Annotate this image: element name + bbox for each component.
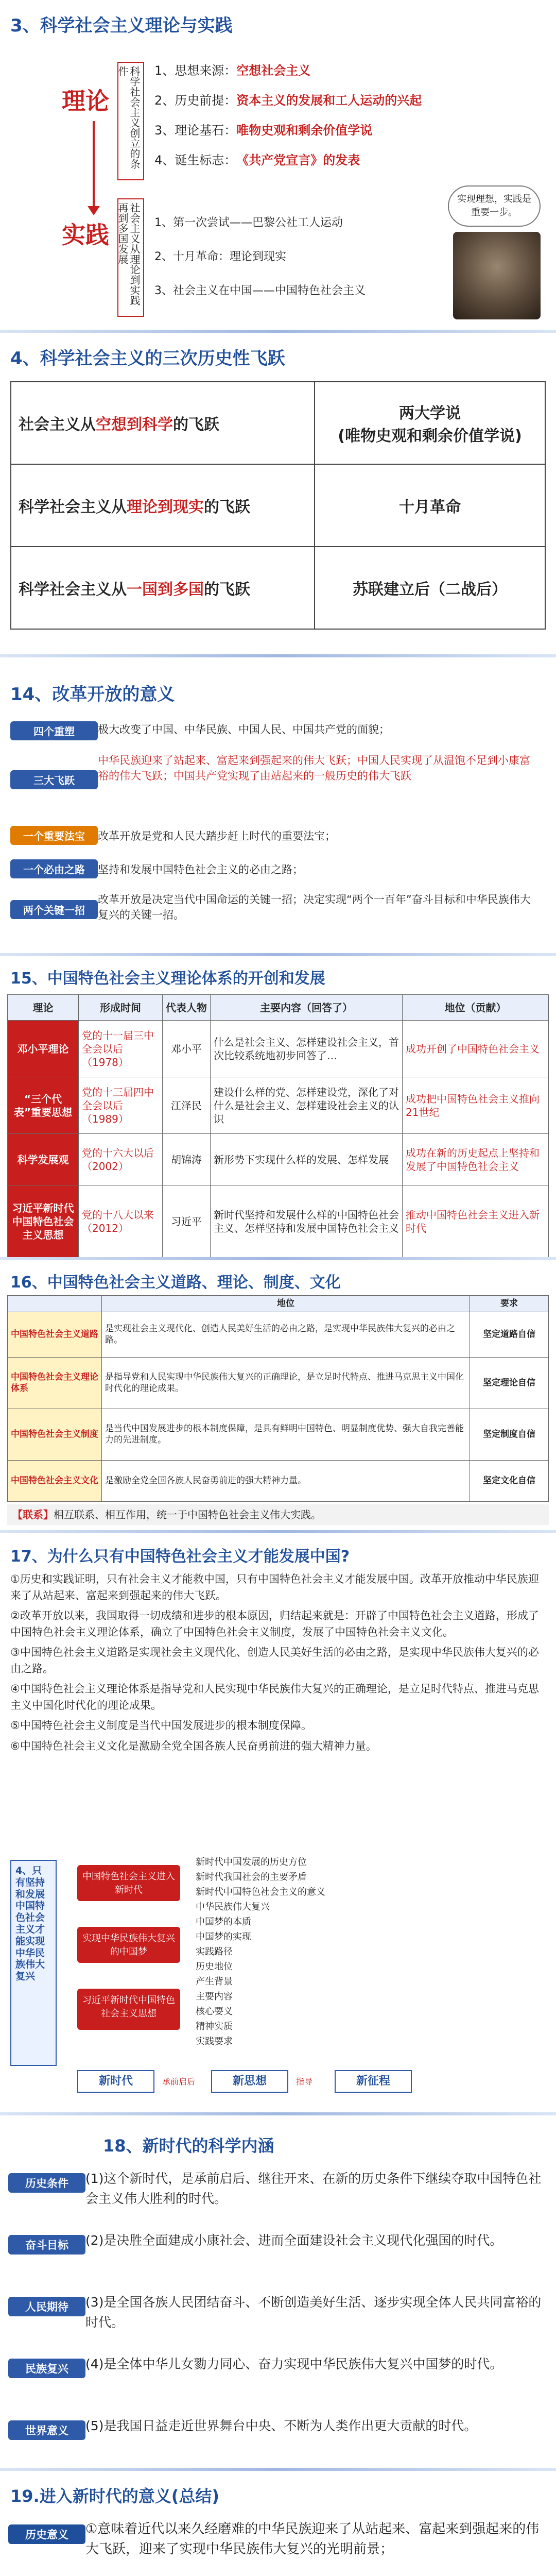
note-tag: 【联系】 bbox=[12, 1509, 54, 1521]
era-item bbox=[8, 2293, 548, 2349]
table-row bbox=[8, 1312, 549, 1357]
section-19-title: 19.进入新时代的意义(总结) bbox=[10, 2486, 219, 2506]
bottom-tag: 新时代 bbox=[77, 2070, 154, 2093]
section-14 bbox=[0, 659, 556, 953]
reform-text: 中华民族迎来了站起来、富起来到强起来的伟大飞跃；中国人民实现了从温饱不足到小康富裕的伟大飞跃；中国共产党实现了由站起来的一般历史的伟大飞跃 bbox=[98, 754, 530, 783]
theory-time: 党的十三届四中全会以后（1989） bbox=[79, 1077, 163, 1134]
section-18-title: 18、新时代的科学内涵 bbox=[103, 2136, 274, 2156]
leap-pre: 科学社会主义从 bbox=[19, 581, 127, 599]
mindmap-leaf: 新时代中国特色社会主义的意义 bbox=[196, 1887, 325, 1897]
leap-highlight: 理论到现实 bbox=[127, 498, 204, 516]
row-name: 中国特色社会主义理论体系 bbox=[8, 1357, 102, 1409]
portrait-image bbox=[453, 232, 541, 319]
mindmap-node: 中国特色社会主义进入新时代 bbox=[77, 1865, 180, 1901]
arrow-theory-to-practice bbox=[93, 121, 95, 209]
era-item bbox=[8, 2354, 548, 2411]
theory-center: 科学社会主义创立的条件 bbox=[117, 62, 144, 180]
theory-item-label: 2、历史前提： bbox=[154, 93, 237, 108]
mindmap-leaf: 主要内容 bbox=[196, 1991, 233, 2002]
reform-item bbox=[10, 889, 546, 945]
table-row bbox=[8, 1021, 549, 1077]
mindmap-leaf: 产生背景 bbox=[196, 1976, 233, 1987]
reform-item bbox=[10, 750, 546, 817]
table-row bbox=[8, 1185, 549, 1258]
theory-person: 胡锦涛 bbox=[163, 1134, 211, 1185]
era-tag: 世界意义 bbox=[8, 2420, 85, 2440]
leap-highlight: 一国到多国 bbox=[127, 581, 204, 599]
row-name: 中国特色社会主义道路 bbox=[8, 1312, 102, 1357]
practice-item: 1、第一次尝试——巴黎公社工人运动 bbox=[154, 216, 343, 229]
significance-tag: 历史意义 bbox=[8, 2524, 85, 2544]
section-4 bbox=[0, 335, 556, 654]
era-tag: 人民期待 bbox=[8, 2297, 85, 2316]
theory-item bbox=[154, 144, 443, 174]
mindmap-leaf: 中国梦的本质 bbox=[196, 1917, 251, 1927]
theory-content: 新时代坚持和发展什么样的中国特色社会主义、怎样坚持和发展中国特色社会主义 bbox=[211, 1185, 403, 1258]
table-row bbox=[8, 1409, 549, 1460]
theory-status: 成功开创了中国特色社会主义 bbox=[403, 1021, 549, 1077]
era-tag: 奋斗目标 bbox=[8, 2235, 85, 2255]
section-14-title: 14、改革开放的意义 bbox=[10, 684, 175, 705]
era-text: (3)是全国各族人民团结奋斗、不断创造美好生活、逐步实现全体人民共同富裕的时代。 bbox=[85, 2295, 542, 2330]
mindmap-leaf: 中华民族伟大复兴 bbox=[196, 1902, 270, 1912]
col-header: 地位（贡献） bbox=[403, 995, 549, 1021]
row-requirement: 坚定文化自信 bbox=[470, 1460, 549, 1501]
arrow-head bbox=[88, 206, 100, 215]
era-text: (5)是我国日益走近世界舞台中央、不断为人类作出更大贡献的时代。 bbox=[85, 2418, 477, 2433]
row-position: 是激励全党全国各族人民奋勇前进的强大精神力量。 bbox=[102, 1460, 470, 1501]
section-18 bbox=[0, 2117, 556, 2468]
bottom-link: 指导 bbox=[296, 2077, 313, 2087]
leap-left bbox=[11, 464, 315, 547]
era-tag: 历史条件 bbox=[8, 2173, 85, 2193]
theory-item-value: 空想社会主义 bbox=[236, 63, 311, 78]
practice-item: 3、社会主义在中国——中国特色社会主义 bbox=[154, 284, 366, 297]
divider bbox=[0, 654, 556, 657]
row-requirement: 坚定道路自信 bbox=[470, 1312, 549, 1357]
practice-list bbox=[154, 206, 443, 319]
era-item bbox=[8, 2416, 548, 2465]
leap-left bbox=[11, 382, 315, 464]
reason-paragraph: ④中国特色社会主义理论体系是指导党和人民实现中华民族伟大复兴的正确理论，是立足时代特点、推进马克思主义中国化时代化的理论成果。 bbox=[10, 1683, 539, 1711]
reform-item bbox=[10, 716, 546, 747]
leap-post: 的飞跃 bbox=[204, 498, 250, 516]
era-tag: 民族复兴 bbox=[8, 2359, 85, 2378]
bottom-link: 承前启后 bbox=[162, 2077, 196, 2087]
row-name: 中国特色社会主义制度 bbox=[8, 1409, 102, 1460]
divider bbox=[0, 2468, 556, 2471]
theory-name: “三个代表”重要思想 bbox=[8, 1077, 79, 1134]
theory-item-label: 3、理论基石： bbox=[154, 123, 237, 138]
theory-item-value: 唯物史观和剩余价值学说 bbox=[236, 123, 373, 138]
reason-paragraph: ②改革开放以来，我国取得一切成绩和进步的根本原因，归结起来就是：开辟了中国特色社会主义道路，形成了中国特色社会主义理论体系，确立了中国特色社会主义制度，发展了中国特色社会主义文化。 bbox=[10, 1609, 539, 1638]
reform-tag: 一个必由之路 bbox=[10, 859, 98, 878]
bottom-tag: 新思想 bbox=[211, 2070, 288, 2093]
theory-time: 党的十六大以后（2002） bbox=[79, 1134, 163, 1185]
mindmap-leaf: 新时代中国发展的历史方位 bbox=[196, 1857, 307, 1868]
theory-item bbox=[154, 84, 443, 114]
divider bbox=[0, 953, 556, 956]
row-position: 是当代中国发展进步的根本制度保障，是具有鲜明中国特色、明显制度优势、强大自我完善能力的先进制度。 bbox=[102, 1409, 470, 1460]
col-header bbox=[8, 1296, 102, 1312]
four-confidence-table bbox=[7, 1295, 549, 1502]
mindmap-leaf: 精神实质 bbox=[196, 2021, 233, 2032]
era-item bbox=[8, 2231, 548, 2287]
reason-paragraph: ⑥中国特色社会主义文化是激励全党全国各族人民奋勇前进的强大精神力量。 bbox=[10, 1739, 377, 1752]
leap-table bbox=[10, 381, 546, 630]
theory-label: 理论 bbox=[62, 87, 109, 115]
reform-text: 极大改变了中国、中华民族、中国人民、中国共产党的面貌； bbox=[98, 723, 390, 736]
theory-content: 新形势下实现什么样的发展、怎样发展 bbox=[211, 1134, 403, 1185]
theory-item bbox=[154, 114, 443, 144]
divider bbox=[0, 330, 556, 333]
theory-time: 党的十一届三中全会以后（1978） bbox=[79, 1021, 163, 1077]
note-text: 相互联系、相互作用，统一于中国特色社会主义伟大实践。 bbox=[54, 1509, 321, 1521]
section-15 bbox=[0, 958, 556, 1257]
theory-content: 建设什么样的党、怎样建设党，深化了对什么是社会主义、怎样建设社会主义的认识 bbox=[211, 1077, 403, 1134]
col-header: 代表人物 bbox=[163, 995, 211, 1021]
table-row bbox=[8, 1357, 549, 1409]
col-header: 理论 bbox=[8, 995, 79, 1021]
divider bbox=[0, 1530, 556, 1533]
leap-right: 两大学说 (唯物史观和剩余价值学说) bbox=[315, 382, 545, 464]
mindmap-leaf: 新时代我国社会的主要矛盾 bbox=[196, 1872, 307, 1883]
row-requirement: 坚定理论自信 bbox=[470, 1357, 549, 1409]
reform-text: 改革开放是党和人民大踏步赶上时代的重要法宝； bbox=[98, 830, 336, 842]
era-text: (1)这个新时代，是承前启后、继往开来、在新的历史条件下继续夺取中国特色社会主义伟大胜利的时代。 bbox=[85, 2171, 542, 2206]
mindmap-leaf: 核心要义 bbox=[196, 2006, 233, 2017]
reform-text: 改革开放是决定当代中国命运的关键一招；决定实现“两个一百年”奋斗目标和中华民族伟大复兴的关键一招。 bbox=[98, 893, 531, 922]
quote-bubble: 实现理想，实践是重要一步。 bbox=[448, 185, 541, 227]
row-name: 中国特色社会主义文化 bbox=[8, 1460, 102, 1501]
leap-right: 十月革命 bbox=[315, 464, 545, 547]
era-text: (4)是全体中华儿女勠力同心、奋力实现中华民族伟大复兴中国梦的时代。 bbox=[85, 2357, 503, 2371]
divider bbox=[0, 2112, 556, 2115]
practice-center: 社会主义从理论到实践再到多国发展 bbox=[117, 198, 144, 317]
theory-list bbox=[154, 54, 443, 188]
section-4-title: 4、科学社会主义的三次历史性飞跃 bbox=[10, 348, 285, 369]
table-row bbox=[8, 1134, 549, 1185]
era-item bbox=[8, 2169, 548, 2226]
theory-item-label: 1、思想来源： bbox=[154, 63, 237, 78]
mindmap-root: 4、只有坚持和发展中国特色社会主义才能实现中华民族伟大复兴 bbox=[10, 1860, 57, 2066]
row-position: 是实现社会主义现代化、创造人民美好生活的必由之路，是实现中华民族伟大复兴的必由之路。 bbox=[102, 1312, 470, 1357]
reform-tag: 三大飞跃 bbox=[10, 770, 98, 789]
col-header: 主要内容（回答了） bbox=[211, 995, 403, 1021]
reform-tag: 两个关键一招 bbox=[10, 900, 98, 919]
row-position: 是指导党和人民实现中华民族伟大复兴的正确理论，是立足时代特点、推进马克思主义中国化时代化的理论成果。 bbox=[102, 1357, 470, 1409]
theory-name: 邓小平理论 bbox=[8, 1021, 79, 1077]
theory-item-value: 资本主义的发展和工人运动的兴起 bbox=[236, 93, 422, 108]
theory-name: 习近平新时代中国特色社会主义思想 bbox=[8, 1185, 79, 1258]
theory-person: 邓小平 bbox=[163, 1021, 211, 1077]
bottom-tag: 新征程 bbox=[335, 2070, 412, 2093]
reason-paragraph: ⑤中国特色社会主义制度是当代中国发展进步的根本制度保障。 bbox=[10, 1719, 312, 1732]
section-15-title: 15、中国特色社会主义理论体系的开创和发展 bbox=[10, 970, 325, 988]
reason-paragraph: ③中国特色社会主义道路是实现社会主义现代化、创造人民美好生活的必由之路，是实现中华民族伟大复兴的必由之路。 bbox=[10, 1646, 539, 1675]
theory-content: 什么是社会主义、怎样建设社会主义，首次比较系统地初步回答了… bbox=[211, 1021, 403, 1077]
note-row bbox=[7, 1504, 549, 1525]
leap-highlight: 空想到科学 bbox=[96, 416, 173, 434]
reform-tag: 四个重塑 bbox=[10, 721, 98, 740]
significance-text: ①意味着近代以来久经磨难的中华民族迎来了从站起来、富起来到强起来的伟大飞跃，迎来了实现中华民族伟大复兴的光明前景； bbox=[85, 2521, 540, 2557]
mindmap bbox=[10, 1850, 546, 2107]
leap-left bbox=[11, 547, 315, 629]
col-header: 形成时间 bbox=[79, 995, 163, 1021]
leap-pre: 社会主义从 bbox=[19, 416, 96, 434]
leap-pre: 科学社会主义从 bbox=[19, 498, 127, 516]
theory-system-table bbox=[7, 994, 549, 1257]
theory-item-label: 4、诞生标志： bbox=[154, 152, 237, 167]
section-16 bbox=[0, 1262, 556, 1530]
reform-tag: 一个重要法宝 bbox=[10, 826, 98, 845]
era-text: (2)是决胜全面建成小康社会、进而全面建设社会主义现代化强国的时代。 bbox=[85, 2233, 503, 2248]
theory-item-value: 《共产党宣言》的发表 bbox=[236, 152, 360, 167]
practice-label: 实践 bbox=[62, 221, 109, 249]
mindmap-node: 实现中华民族伟大复兴的中国梦 bbox=[77, 1927, 180, 1963]
mindmap-bottom bbox=[77, 2066, 541, 2097]
mindmap-leaves bbox=[196, 1855, 412, 2056]
theory-status: 推动中国特色社会主义进入新时代 bbox=[403, 1185, 549, 1258]
mindmap-node: 习近平新时代中国特色社会主义思想 bbox=[77, 1989, 180, 2030]
mindmap-leaf: 实践路径 bbox=[196, 1946, 233, 1957]
theory-status: 成功在新的历史起点上坚持和发展了中国特色社会主义 bbox=[403, 1134, 549, 1185]
reform-text: 坚持和发展中国特色社会主义的必由之路； bbox=[98, 863, 303, 876]
section-17-title: 17、为什么只有中国特色社会主义才能发展中国? bbox=[10, 1548, 350, 1566]
reason-list bbox=[10, 1571, 546, 1844]
section-16-title: 16、中国特色社会主义道路、理论、制度、文化 bbox=[10, 1274, 341, 1292]
theory-name: 科学发展观 bbox=[8, 1134, 79, 1185]
col-header: 地位 bbox=[102, 1296, 470, 1312]
theory-person: 江泽民 bbox=[163, 1077, 211, 1134]
mindmap-leaf: 实践要求 bbox=[196, 2036, 233, 2047]
row-requirement: 坚定制度自信 bbox=[470, 1409, 549, 1460]
table-row bbox=[8, 1460, 549, 1501]
col-header: 要求 bbox=[470, 1296, 549, 1312]
leap-post: 的飞跃 bbox=[173, 416, 219, 434]
mindmap-leaf: 历史地位 bbox=[196, 1961, 233, 1972]
divider bbox=[0, 1257, 556, 1260]
section-17 bbox=[0, 1535, 556, 2112]
reason-paragraph: ①历史和实践证明，只有社会主义才能救中国，只有中国特色社会主义才能发展中国。改革开放推动中华民族迎来了从站起来、富起来到强起来的伟大飞跃。 bbox=[10, 1573, 539, 1602]
theory-person: 习近平 bbox=[163, 1185, 211, 1258]
section-19 bbox=[0, 2473, 556, 2576]
mindmap-leaf: 中国梦的实现 bbox=[196, 1931, 251, 1942]
theory-item bbox=[154, 54, 443, 84]
significance-item bbox=[8, 2519, 548, 2576]
section-3-title: 3、科学社会主义理论与实践 bbox=[10, 15, 233, 36]
reform-item bbox=[10, 855, 546, 884]
leap-right: 苏联建立后（二战后） bbox=[315, 547, 545, 629]
reform-item bbox=[10, 822, 546, 850]
theory-status: 成功把中国特色社会主义推向21世纪 bbox=[403, 1077, 549, 1134]
section-3 bbox=[0, 0, 556, 330]
leap-post: 的飞跃 bbox=[204, 581, 250, 599]
practice-item: 2、十月革命：理论到现实 bbox=[154, 250, 286, 263]
theory-time: 党的十八大以来（2012） bbox=[79, 1185, 163, 1258]
table-row bbox=[8, 1077, 549, 1134]
